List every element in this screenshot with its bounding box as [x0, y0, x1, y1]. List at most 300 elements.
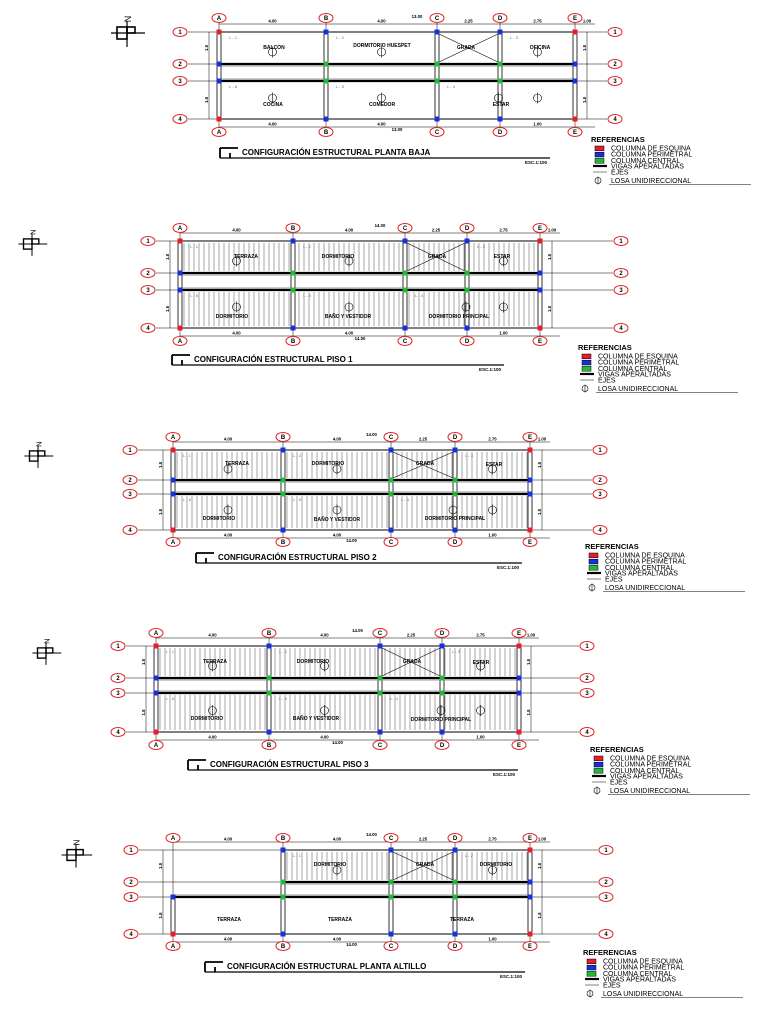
- dim-total-top: 13.00: [411, 14, 423, 19]
- axis-bottom-A-label: A: [216, 130, 222, 136]
- column: [403, 271, 408, 276]
- references-heading: REFERENCIAS: [583, 948, 637, 957]
- legend-swatch-perimeter: [582, 360, 591, 365]
- beam-axis-B: [281, 450, 285, 530]
- legend-label-corner: COLUMNA DE ESQUINA: [598, 353, 678, 361]
- dim-top: 4.00: [223, 836, 233, 842]
- dim-top: 4.00: [344, 227, 354, 233]
- slab-id: L - 4: [401, 497, 409, 502]
- dim-bottom: 4.00: [268, 121, 277, 127]
- compass-north-arrow: [24, 441, 53, 468]
- dim-left: 1.8: [204, 97, 209, 103]
- axis-top-A-label: A: [216, 16, 222, 22]
- axis-right-3-label: 3: [598, 492, 602, 498]
- room-label: TERRAZA: [217, 917, 241, 923]
- column: [389, 478, 394, 483]
- axis-top-C-label: C: [388, 435, 394, 441]
- legend-swatch-central: [589, 565, 598, 570]
- plan-title: CONFIGURACIÓN ESTRUCTURAL PLANTA BAJA: [242, 148, 431, 157]
- beam-axis-E: [538, 241, 542, 328]
- axis-right-4-label: 4: [585, 730, 589, 736]
- axis-top-E-label: E: [516, 631, 522, 637]
- title-piso-2: [196, 553, 522, 570]
- legend-label-corner: COLUMNA DE ESQUINA: [610, 755, 690, 763]
- dim-right: 1.8: [582, 45, 587, 51]
- legend-label-central: COLUMNA CENTRAL: [603, 970, 673, 978]
- compass-box-top: [38, 451, 45, 456]
- beam-axis-E: [528, 850, 532, 934]
- slab-id: L - 3: [510, 35, 518, 40]
- column: [573, 62, 578, 67]
- axis-left-4-label: 4: [146, 326, 150, 332]
- axis-left-4-label: 4: [129, 932, 133, 938]
- dim-left: 1.8: [158, 509, 163, 515]
- dim-top: 4.00: [332, 836, 342, 842]
- dim-bottom: 1.00: [488, 532, 497, 538]
- column: [291, 326, 296, 331]
- column: [324, 62, 329, 67]
- column: [528, 492, 533, 497]
- compass-box-top: [32, 239, 39, 244]
- dim-bottom: 4.00: [223, 532, 233, 538]
- column: [178, 326, 183, 331]
- room-label: ESTAR: [492, 102, 510, 108]
- dim-top: 1.00: [547, 227, 557, 233]
- legend-label-beams: VIGAS APERALTADAS: [603, 976, 676, 984]
- room-label: COCINA: [263, 102, 283, 108]
- plan-3: [111, 628, 594, 750]
- axis-left-4-label: 4: [116, 730, 120, 736]
- dim-top: 2.25: [418, 836, 428, 842]
- dim-total-bottom: 14.00: [332, 740, 343, 745]
- legend-label-slab: LOSA UNIDIRECCIONAL: [610, 788, 691, 795]
- column: [217, 62, 222, 67]
- column: [403, 326, 408, 331]
- axis-bottom-A-label: A: [170, 540, 176, 546]
- dim-top: 2.75: [488, 436, 497, 442]
- column: [465, 239, 470, 244]
- slab-id: L - 2: [303, 244, 311, 249]
- legend-label-perimeter: COLUMNA PERIMETRAL: [605, 558, 687, 566]
- room-label: BAÑO Y VESTIDOR: [292, 716, 340, 722]
- room-label: DORMITORIO: [321, 254, 355, 260]
- dim-right: 1.8: [526, 709, 531, 716]
- room-label: TERRAZA: [225, 461, 249, 467]
- column: [453, 528, 458, 533]
- slab-id: L - 3: [477, 244, 485, 249]
- plan-2: [123, 432, 607, 547]
- axis-top-A-label: A: [153, 631, 159, 637]
- axis-bottom-B-label: B: [266, 743, 272, 749]
- axis-right-1-label: 1: [604, 848, 608, 854]
- axis-top-E-label: E: [527, 435, 533, 441]
- column: [538, 288, 543, 293]
- dim-left: 1.8: [141, 709, 146, 716]
- axis-right-2-label: 2: [585, 676, 589, 682]
- room-label: BALCON: [263, 45, 285, 51]
- axis-left-1-label: 1: [129, 848, 133, 854]
- axis-right-3-label: 3: [619, 288, 623, 294]
- axis-top-E-label: E: [527, 836, 533, 842]
- axis-right-2-label: 2: [598, 478, 602, 484]
- column: [291, 271, 296, 276]
- dim-bottom: 1.00: [488, 936, 497, 942]
- axis-top-D-label: D: [452, 836, 458, 842]
- beam-axis-C: [435, 32, 439, 119]
- legend-label-perimeter: COLUMNA PERIMETRAL: [610, 761, 692, 769]
- plan-title: CONFIGURACIÓN ESTRUCTURAL PISO 2: [218, 553, 377, 562]
- room-label: GRADA: [456, 45, 476, 51]
- axis-left-3-label: 3: [129, 895, 133, 901]
- dim-top: 4.00: [232, 227, 241, 233]
- column: [435, 117, 440, 122]
- slab-id: L - 2: [293, 453, 301, 458]
- column: [517, 644, 522, 649]
- column: [453, 448, 458, 453]
- axis-bottom-C-label: C: [388, 540, 394, 546]
- axis-left-2-label: 2: [146, 271, 150, 277]
- dim-top: 4.00: [208, 632, 217, 638]
- axis-right-4-label: 4: [619, 326, 623, 332]
- dim-bottom: 4.00: [332, 936, 342, 942]
- plan-0: [173, 14, 622, 137]
- compass-box-top: [46, 648, 53, 653]
- compass-letter: N: [42, 638, 52, 644]
- column: [267, 676, 272, 681]
- dim-right: 1.8: [582, 97, 587, 103]
- column: [389, 448, 394, 453]
- axis-left-1-label: 1: [146, 239, 150, 245]
- room-label: DORMITORIO: [479, 862, 513, 868]
- column: [281, 528, 286, 533]
- legend-swatch-central: [594, 768, 603, 773]
- column: [171, 528, 176, 533]
- axis-bottom-A-label: A: [153, 743, 159, 749]
- legend-label-beams: VIGAS APERALTADAS: [610, 773, 683, 781]
- legend-swatch-perimeter: [587, 965, 596, 970]
- column: [171, 478, 176, 483]
- references-heading: REFERENCIAS: [591, 135, 645, 144]
- compass-north-arrow: [62, 839, 93, 867]
- column: [378, 691, 383, 696]
- room-label: DORMITORIO: [202, 516, 236, 522]
- column: [528, 932, 533, 937]
- dim-top: 2.25: [418, 436, 428, 442]
- beam-axis-A: [171, 897, 175, 934]
- axis-left-2-label: 2: [128, 478, 132, 484]
- compass-letter: N: [72, 839, 82, 846]
- legend-label-corner: COLUMNA DE ESQUINA: [611, 145, 691, 153]
- column: [281, 848, 286, 853]
- column: [440, 644, 445, 649]
- axis-left-1-label: 1: [178, 30, 182, 36]
- dim-top: 4.00: [320, 632, 329, 638]
- column: [389, 528, 394, 533]
- dim-bottom: 4.00: [377, 121, 386, 127]
- axis-top-C-label: C: [402, 226, 408, 232]
- plan-scale: ESC.1:100: [499, 974, 523, 979]
- axis-bottom-E-label: E: [527, 540, 533, 546]
- axis-bottom-C-label: C: [434, 130, 440, 136]
- axis-top-B-label: B: [280, 836, 286, 842]
- column: [178, 271, 183, 276]
- axis-top-B-label: B: [323, 16, 329, 22]
- dim-left: 1.8: [165, 254, 170, 260]
- dim-right: 1.8: [547, 254, 552, 260]
- legend-label-beams: VIGAS APERALTADAS: [598, 371, 671, 379]
- plan-scale: ESC.1:100: [496, 565, 520, 570]
- legend-swatch-corner: [582, 354, 591, 359]
- column: [498, 79, 503, 84]
- plan-1: [141, 223, 628, 346]
- column: [154, 730, 159, 735]
- column: [154, 644, 159, 649]
- axis-bottom-B-label: B: [290, 339, 296, 345]
- axis-bottom-E-label: E: [527, 944, 533, 950]
- column: [403, 239, 408, 244]
- axis-left-4-label: 4: [178, 117, 182, 123]
- legend-label-beams: VIGAS APERALTADAS: [611, 163, 684, 171]
- slab-id: L - 6: [190, 293, 198, 298]
- dim-total-top: 14.00: [374, 223, 386, 228]
- column: [389, 492, 394, 497]
- column: [403, 288, 408, 293]
- dim-right: 1.8: [537, 509, 542, 515]
- axis-top-C-label: C: [388, 836, 394, 842]
- dim-top: 4.00: [223, 436, 233, 442]
- legend-label-axes: EJES: [610, 779, 628, 787]
- slab-id: L - 6: [183, 497, 191, 502]
- slab-id: L - 3: [452, 649, 460, 654]
- legend-label-perimeter: COLUMNA PERIMETRAL: [611, 151, 693, 159]
- legend-swatch-perimeter: [594, 762, 603, 767]
- slab-id: L - 5: [303, 293, 311, 298]
- column: [538, 271, 543, 276]
- column: [154, 691, 159, 696]
- room-label: DORMITORIO: [311, 461, 345, 467]
- column: [498, 30, 503, 35]
- axis-right-3-label: 3: [613, 79, 617, 85]
- dim-top: 2.25: [406, 632, 416, 638]
- room-label: DORMITORIO PRINCIPAL: [428, 314, 490, 320]
- beam-axis-E: [573, 32, 577, 119]
- slab-id: L - 3: [465, 453, 473, 458]
- legend-swatch-corner: [587, 959, 596, 964]
- legend-label-axes: EJES: [603, 982, 621, 990]
- column: [281, 478, 286, 483]
- beam-axis-E: [528, 450, 532, 530]
- axis-right-1-label: 1: [585, 644, 589, 650]
- axis-left-2-label: 2: [116, 676, 120, 682]
- legend-label-axes: EJES: [611, 169, 629, 177]
- column: [378, 730, 383, 735]
- compass-north-arrow: [111, 16, 145, 47]
- dim-top: 2.75: [499, 227, 508, 233]
- column: [517, 676, 522, 681]
- axis-left-3-label: 3: [128, 492, 132, 498]
- axis-bottom-A-label: A: [177, 339, 183, 345]
- plan-scale: ESC.1:100: [492, 772, 516, 777]
- dim-bottom: 4.00: [208, 734, 217, 740]
- column: [154, 676, 159, 681]
- dim-top: 4.00: [332, 436, 342, 442]
- legend-label-slab: LOSA UNIDIRECCIONAL: [611, 178, 692, 185]
- references-heading: REFERENCIAS: [585, 542, 639, 551]
- room-label: DORMITORIO: [313, 862, 347, 868]
- axis-left-3-label: 3: [178, 79, 182, 85]
- dim-top: 2.75: [488, 836, 497, 842]
- dim-total-bottom: 14.00: [346, 538, 357, 543]
- dim-bottom: 4.00: [344, 330, 354, 336]
- column: [528, 880, 533, 885]
- dim-right: 1.8: [526, 659, 531, 665]
- axis-right-3-label: 3: [604, 895, 608, 901]
- column: [465, 326, 470, 331]
- axis-bottom-D-label: D: [497, 130, 503, 136]
- dim-right: 1.8: [547, 306, 552, 312]
- dim-right: 1.8: [537, 912, 542, 919]
- axis-top-A-label: A: [177, 226, 183, 232]
- legend-label-slab: LOSA UNIDIRECCIONAL: [605, 585, 686, 592]
- dim-total-top: 14.00: [352, 628, 363, 633]
- axis-left-4-label: 4: [128, 528, 132, 534]
- slab-id: L - 5: [279, 696, 287, 701]
- dim-total-bottom: 13.00: [391, 127, 403, 132]
- title-planta-baja: [220, 148, 550, 165]
- column: [498, 62, 503, 67]
- axis-left-3-label: 3: [116, 691, 120, 697]
- column: [378, 676, 383, 681]
- column: [171, 448, 176, 453]
- dim-left: 1.8: [158, 912, 163, 919]
- column: [281, 492, 286, 497]
- column: [573, 117, 578, 122]
- axis-right-2-label: 2: [604, 880, 608, 886]
- legend-label-corner: COLUMNA DE ESQUINA: [605, 552, 685, 560]
- axis-right-1-label: 1: [619, 239, 623, 245]
- room-label: TERRAZA: [203, 659, 227, 665]
- dim-top: 2.25: [431, 227, 441, 233]
- slab-id: L - 1: [293, 853, 301, 858]
- column: [389, 895, 394, 900]
- column: [171, 895, 176, 900]
- room-label: TERRAZA: [328, 917, 352, 923]
- dim-bottom: 4.00: [320, 734, 329, 740]
- room-label: ESTAR: [493, 254, 511, 260]
- legend-label-axes: EJES: [605, 576, 623, 584]
- legend-swatch-central: [582, 366, 591, 371]
- dim-right: 1.8: [537, 462, 542, 468]
- column: [267, 691, 272, 696]
- room-label: DORMITORIO HUESPET: [353, 43, 411, 49]
- column: [389, 932, 394, 937]
- dim-top: 1.00: [537, 836, 547, 842]
- column: [281, 880, 286, 885]
- axis-bottom-D-label: D: [439, 743, 445, 749]
- column: [389, 848, 394, 853]
- axis-right-4-label: 4: [604, 932, 608, 938]
- column: [178, 288, 183, 293]
- room-label: TERRAZA: [234, 254, 258, 260]
- legend-piso-1: [578, 343, 738, 393]
- axis-bottom-E-label: E: [572, 130, 578, 136]
- dim-total-top: 14.00: [366, 832, 377, 837]
- room-label: BAÑO Y VESTIDOR: [324, 314, 372, 320]
- compass-box-top: [127, 27, 135, 33]
- legend-label-central: COLUMNA CENTRAL: [610, 767, 680, 775]
- plan-title: CONFIGURACIÓN ESTRUCTURAL PISO 3: [210, 760, 369, 769]
- beam-axis-B: [281, 850, 285, 934]
- column: [453, 478, 458, 483]
- beam-axis-B: [291, 241, 295, 328]
- legend-planta-baja: [591, 135, 751, 185]
- column: [465, 288, 470, 293]
- beam-axis-B: [267, 646, 271, 732]
- column: [281, 448, 286, 453]
- dim-left: 1.8: [158, 462, 163, 468]
- plan-title: CONFIGURACIÓN ESTRUCTURAL PLANTA ALTILLO: [227, 962, 427, 971]
- slab-id: L - 2: [279, 649, 287, 654]
- dim-bottom: 4.00: [332, 532, 342, 538]
- axis-right-1-label: 1: [598, 448, 602, 454]
- dim-total-top: 14.00: [366, 432, 377, 437]
- compass-north-arrow: [32, 638, 61, 665]
- column: [435, 62, 440, 67]
- axis-left-2-label: 2: [178, 62, 182, 68]
- axis-left-3-label: 3: [146, 288, 150, 294]
- column: [528, 448, 533, 453]
- plan-title: CONFIGURACIÓN ESTRUCTURAL PISO 1: [194, 355, 353, 364]
- column: [171, 492, 176, 497]
- column: [538, 326, 543, 331]
- room-label: COMEDOR: [368, 102, 396, 108]
- slab-id: L - 4: [415, 293, 423, 298]
- axis-top-D-label: D: [439, 631, 445, 637]
- dim-bottom: 1.00: [476, 734, 485, 740]
- column: [453, 932, 458, 937]
- dim-left: 1.8: [141, 659, 146, 665]
- axis-bottom-C-label: C: [402, 339, 408, 345]
- column: [324, 117, 329, 122]
- dim-left: 1.8: [158, 863, 163, 869]
- slab-id: L - 1: [166, 649, 174, 654]
- room-label: DORMITORIO: [190, 716, 224, 722]
- legend-piso-3: [590, 745, 750, 795]
- dim-total-bottom: 14.00: [346, 942, 357, 947]
- legend-label-perimeter: COLUMNA PERIMETRAL: [603, 964, 685, 972]
- room-label: ESTAR: [472, 660, 490, 666]
- axis-top-E-label: E: [572, 16, 578, 22]
- legend-piso-2: [585, 542, 745, 592]
- column: [324, 30, 329, 35]
- column: [291, 288, 296, 293]
- beam-axis-B: [324, 32, 328, 119]
- room-label: TERRAZA: [450, 917, 474, 923]
- axis-top-C-label: C: [377, 631, 383, 637]
- dim-right: 1.8: [537, 863, 542, 869]
- beam-axis-C: [389, 450, 393, 530]
- beam-axis-A: [171, 450, 175, 530]
- legend-label-slab: LOSA UNIDIRECCIONAL: [603, 991, 684, 998]
- legend-label-perimeter: COLUMNA PERIMETRAL: [598, 359, 680, 367]
- legend-swatch-central: [587, 971, 596, 976]
- beam-axis-A: [154, 646, 158, 732]
- dim-total-bottom: 14.00: [354, 336, 366, 341]
- slab-id: L - 1: [190, 244, 198, 249]
- beam-axis-C: [403, 241, 407, 328]
- column: [178, 239, 183, 244]
- beam-axis-A: [217, 32, 221, 119]
